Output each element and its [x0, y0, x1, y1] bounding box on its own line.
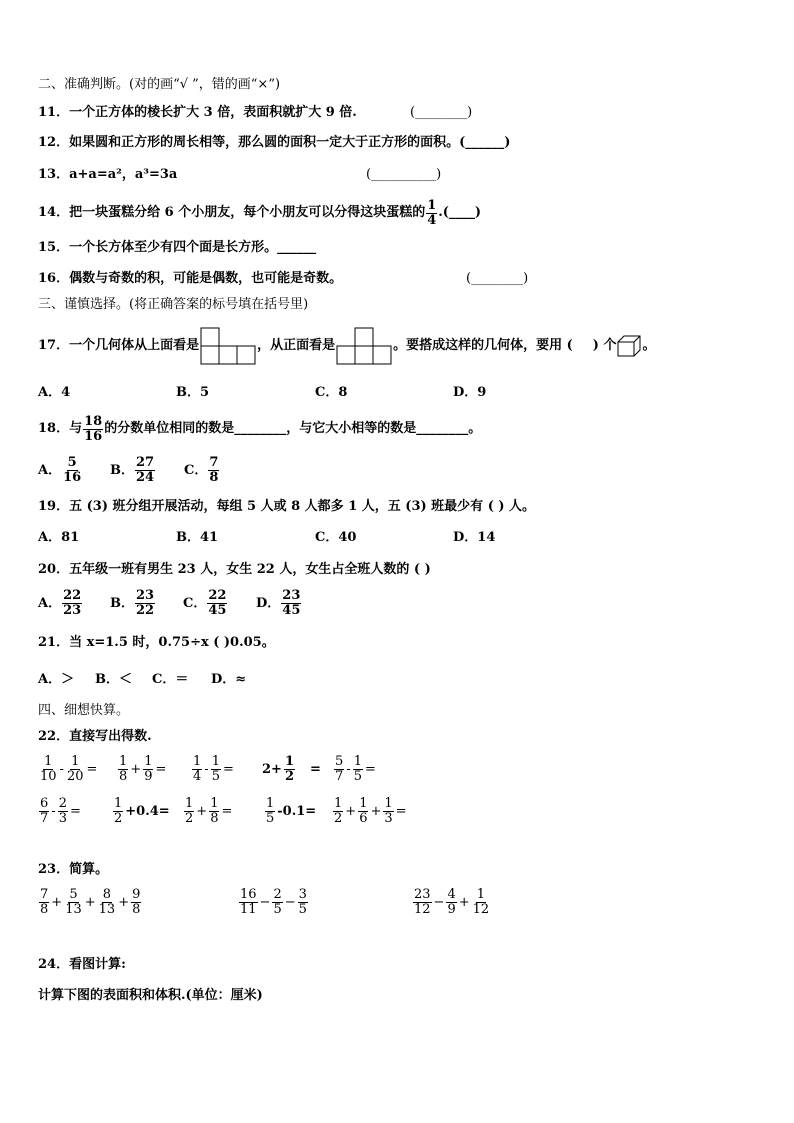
- front-view-figure: [335, 326, 393, 366]
- fraction: [62, 589, 82, 618]
- option-label: C．: [183, 595, 207, 611]
- calc-9: $\frac{1}{5}$ -0.1=: [266, 796, 317, 826]
- option-label: A．: [38, 462, 62, 478]
- question-18: [38, 414, 481, 444]
- denominator: 16: [84, 428, 103, 444]
- option-label: C．: [184, 462, 208, 478]
- q20-option-a: [38, 589, 83, 618]
- question-24-title: 24．看图计算:: [38, 957, 126, 972]
- top-view-figure: [199, 326, 257, 366]
- section-4-title: 四、细想快算。: [38, 703, 130, 718]
- calc-4: 2+ $\frac{1}{2}$ =: [262, 754, 321, 784]
- numerator: 5: [67, 455, 77, 470]
- calc-3: $\frac{1}{4}$ - $\frac{1}{5}$ =: [193, 754, 234, 784]
- question-20: 20．五年级一班有男生 23 人，女生 22 人，女生占全班人数的 ( ): [38, 562, 431, 577]
- question-17: [38, 326, 656, 366]
- fraction: [207, 589, 227, 618]
- question-16: 16．偶数与奇数的积，可能是偶数，也可能是奇数。: [38, 271, 343, 286]
- fraction: [281, 589, 301, 618]
- q18-option-b: [110, 456, 156, 485]
- question-12: 12．如果圆和正方形的周长相等，那么圆的面积一定大于正方形的面积。(______): [38, 135, 511, 150]
- q18-option-c: [184, 456, 220, 485]
- calc-10: $\frac{1}{2}$ + $\frac{1}{6}$ + $\frac{1}{3}$ =: [334, 796, 407, 826]
- question-24-subtitle: 计算下图的表面积和体积.(单位：厘米): [38, 988, 263, 1003]
- q19-option-c: C．40: [315, 530, 357, 545]
- numerator: 18: [84, 413, 103, 429]
- simplify-3: $\frac{23}{12}$ − $\frac{4}{9}$ + $\frac{1}{12}$: [414, 887, 490, 917]
- fraction: [83, 415, 103, 444]
- question-11: [38, 105, 357, 121]
- question-17-text-2: ，从正面看是: [257, 338, 336, 353]
- question-14-answer: .(____): [438, 205, 482, 220]
- question-19: 19．五 (3) 班分组开展活动，每组 5 人或 8 人都多 1 人，五 (3) 班最少有 ( ) 人。: [38, 499, 536, 514]
- question-13-answer: (__________): [366, 167, 442, 182]
- question-17-text-4: ) 个: [592, 338, 617, 353]
- q17-option-c: C．8: [315, 385, 348, 400]
- q19-option-b: B．41: [176, 530, 219, 545]
- question-13: 13．a+a=a²，a³=3a: [38, 167, 178, 182]
- q17-option-d: D．9: [453, 385, 487, 400]
- question-21: 21．当 x=1.5 时，0.75÷x ( )0.05。: [38, 635, 275, 650]
- numerator: 1: [427, 197, 437, 213]
- q17-option-a: A．4: [38, 385, 71, 400]
- question-14-text: 14．把一块蛋糕分给 6 个小朋友，每个小朋友可以分得这块蛋糕的: [38, 205, 426, 220]
- question-14: [38, 198, 481, 228]
- denominator: 45: [282, 603, 301, 618]
- numerator: 22: [208, 588, 227, 603]
- denominator: 4: [427, 212, 437, 228]
- option-label: A．: [38, 595, 62, 611]
- q21-option-d: D．≈: [211, 672, 247, 687]
- q19-option-a: A．81: [38, 530, 80, 545]
- question-18-text-2: 的分数单位相同的数是________，与它大小相等的数是________。: [104, 421, 482, 436]
- q18-option-a: [38, 456, 83, 485]
- question-23-title: 23．简算。: [38, 862, 109, 877]
- question-11-text: 11．一个正方体的棱长扩大 3 倍，表面积就扩大 9 倍.: [38, 105, 357, 120]
- question-17-text: 17．一个几何体从上面看是: [38, 338, 200, 353]
- numerator: 23: [282, 588, 301, 603]
- cube-icon: [616, 334, 642, 358]
- question-18-text: 18．与: [38, 421, 83, 436]
- denominator: 8: [209, 470, 219, 485]
- calc-7: $\frac{1}{2}$ +0.4=: [114, 796, 170, 826]
- fraction: [135, 589, 155, 618]
- fraction: [62, 456, 82, 485]
- fraction: [208, 456, 219, 485]
- q20-option-d: [256, 589, 302, 618]
- calc-2: $\frac{1}{8}$ + $\frac{1}{9}$ =: [119, 754, 167, 784]
- numerator: 7: [209, 455, 219, 470]
- q21-option-a: A．＞: [38, 672, 75, 687]
- numerator: 23: [136, 588, 155, 603]
- q19-option-d: D．14: [453, 530, 496, 545]
- section-2-title: 二、准确判断。(对的画“√ ”，错的画“×”): [38, 77, 281, 92]
- denominator: 16: [63, 470, 82, 485]
- calc-8: $\frac{1}{2}$ + $\frac{1}{8}$ =: [185, 796, 233, 826]
- calc-1: $\frac{1}{10}$ - $\frac{1}{20}$ =: [40, 754, 98, 784]
- q21-option-c: C．＝: [152, 672, 189, 687]
- denominator: 45: [208, 603, 227, 618]
- numerator: 22: [63, 588, 82, 603]
- q20-option-b: [110, 589, 156, 618]
- option-label: B．: [110, 595, 134, 611]
- question-11-answer: (________): [410, 105, 473, 120]
- question-22-title: 22．直接写出得数.: [38, 729, 152, 744]
- section-3-title: 三、谨慎选择。(将正确答案的标号填在括号里): [38, 297, 309, 312]
- question-16-answer: (________): [466, 271, 529, 286]
- denominator: 24: [136, 470, 155, 485]
- numerator: 27: [136, 455, 155, 470]
- fraction: [426, 199, 437, 228]
- simplify-2: $\frac{16}{11}$ − $\frac{2}{5}$ − $\frac{3}{5}$: [240, 887, 307, 917]
- question-17-text-5: 。: [642, 338, 656, 353]
- q20-option-c: [183, 589, 228, 618]
- question-17-text-3: 。要搭成这样的几何体，要用 (: [393, 338, 573, 353]
- denominator: 22: [136, 603, 155, 618]
- fraction: [135, 456, 155, 485]
- option-label: D．: [256, 595, 281, 611]
- q17-option-b: B．5: [176, 385, 210, 400]
- option-label: B．: [110, 462, 134, 478]
- simplify-1: $\frac{7}{8}$ + $\frac{5}{13}$ + $\frac{8}{13}$ + $\frac{9}{8}$: [40, 887, 141, 917]
- q21-option-b: B．＜: [95, 672, 132, 687]
- question-15: 15．一个长方体至少有四个面是长方形。______: [38, 240, 317, 255]
- calc-6: $\frac{6}{7}$ - $\frac{2}{3}$ =: [40, 796, 81, 826]
- denominator: 23: [63, 603, 82, 618]
- calc-5: $\frac{5}{7}$ - $\frac{1}{5}$ =: [335, 754, 376, 784]
